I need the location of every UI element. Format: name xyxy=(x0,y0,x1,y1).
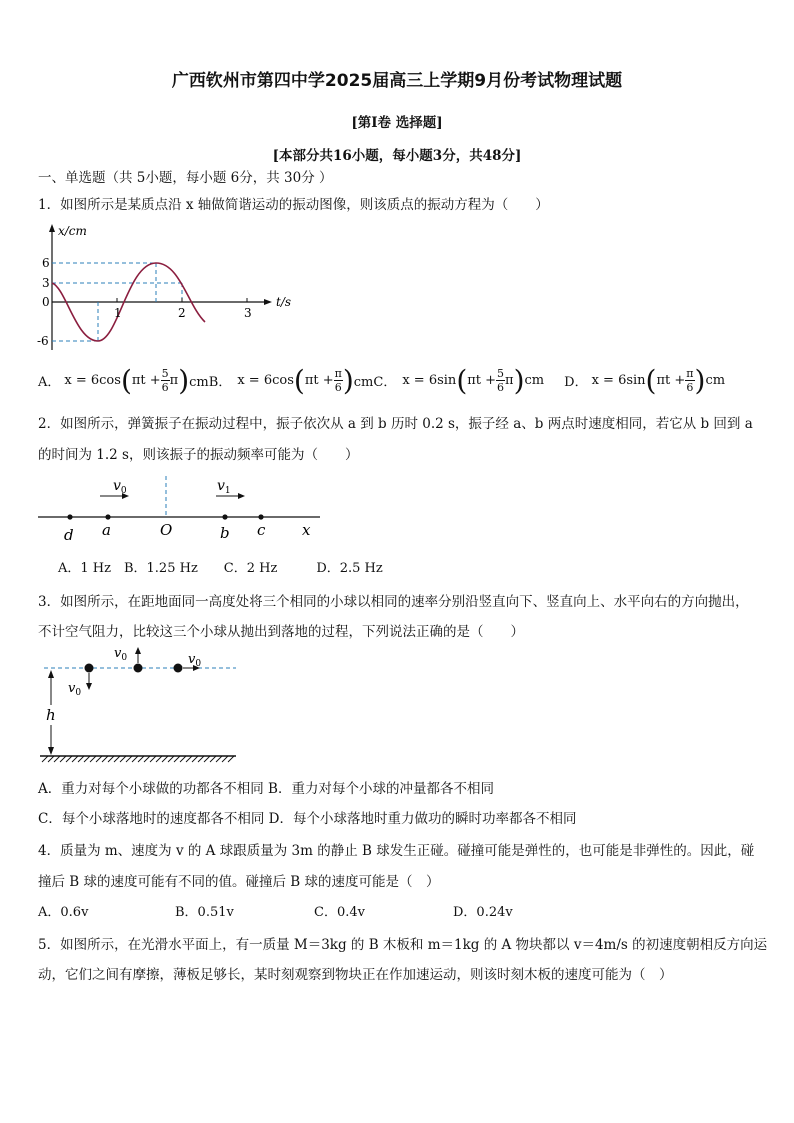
q1-oscillation-graph xyxy=(30,222,300,357)
label-v1: $v_1$ xyxy=(217,478,231,496)
x-tick-label-2: 2 xyxy=(178,306,186,320)
label-v0-right: $v_0$ xyxy=(188,652,202,669)
section-heading: 一、单选题（共 5小题，每小题 6分，共 30分 ） xyxy=(38,170,333,186)
q1-option-b-expr: x = 6cos xyxy=(237,373,294,388)
q3-projectile-figure xyxy=(30,640,250,770)
y-axis-label: x/cm xyxy=(58,224,87,238)
label-a: a xyxy=(102,521,111,539)
q4-option-a: A．0.6v xyxy=(38,905,89,920)
q4-line-1: 4．质量为 m、速度为 v 的 A 球跟质量为 3m 的静止 B 球发生正碰。碰撞可能是弹性的，也可能是非弹性的。因此，碰 xyxy=(38,843,755,859)
label-v0: $v_0$ xyxy=(113,478,127,496)
q1-options: A． x = 6cos ( πt + $\frac{5}{6}$ π ) cmB． x = 6cos ( πt + $\frac{\pi}{6}$ ) cmC． x = 6sin ( πt + $\frac{5}{6}$ π ) cm D． x = 6sin ( πt + $\frac{\pi}{6}$ ) cm xyxy=(38,364,726,397)
ball-thrown-horizontal xyxy=(174,664,183,673)
y-tick-label-0: 0 xyxy=(42,295,50,309)
x-tick-label-1: 1 xyxy=(114,306,122,320)
y-tick-label-6: 6 xyxy=(42,256,50,270)
x-tick-label-3: 3 xyxy=(244,306,252,320)
point-d xyxy=(67,514,72,519)
label-v0-down: $v_0$ xyxy=(68,681,82,698)
fraction-pi-6: $\frac{\pi}{6}$ xyxy=(334,367,342,394)
q2-line-1: 2．如图所示，弹簧振子在振动过程中，振子依次从 a 到 b 历时 0.2 s，振子经 a、b 两点时速度相同，若它从 b 回到 a xyxy=(38,416,753,432)
q2-spring-oscillator-figure xyxy=(30,472,330,546)
q3-line-2: 不计空气阻力，比较这三个小球从抛出到落地的过程，下列说法正确的是（ ） xyxy=(38,624,524,640)
label-v0-up: $v_0$ xyxy=(114,646,128,663)
ball-thrown-down xyxy=(85,664,94,673)
label-O: O xyxy=(160,521,173,539)
q3-line-1: 3．如图所示，在距地面同一高度处将三个相同的小球以相同的速率分别沿竖直向下、竖直向上、水平向右的方向抛出， xyxy=(38,594,749,610)
q1-option-a-tail: cmB． xyxy=(189,375,232,390)
ball-thrown-up xyxy=(134,664,143,673)
label-d: d xyxy=(64,526,74,544)
label-h: h xyxy=(46,706,56,724)
x-axis-label: t/s xyxy=(276,295,292,309)
fraction-pi-6: $\frac{\pi}{6}$ xyxy=(686,367,694,394)
label-b: b xyxy=(220,524,230,542)
q2-options: A．1 Hz B．1.25 Hz C．2 Hz D．2.5 Hz xyxy=(58,561,383,576)
label-c: c xyxy=(257,521,266,539)
y-tick-label-neg6: -6 xyxy=(37,334,49,348)
y-tick-label-3: 3 xyxy=(42,276,50,290)
q1-option-d-expr: x = 6sin xyxy=(591,373,646,388)
q1-option-b-tail: cmC． xyxy=(353,375,397,390)
x-axis-arrow xyxy=(264,299,272,305)
label-x: x xyxy=(302,521,311,539)
q3-options-ab: A．重力对每个小球做的功都各不相同 B．重力对每个小球的冲量都各不相同 xyxy=(38,781,494,797)
part-note: [本部分共16小题，每小题3分，共48分] xyxy=(272,148,522,164)
q4-option-d: D．0.24v xyxy=(453,905,513,920)
q4-line-2: 撞后 B 球的速度可能有不同的值。碰撞后 B 球的速度可能是（ ） xyxy=(38,874,440,890)
point-a xyxy=(105,514,110,519)
q5-line-1: 5．如图所示，在光滑水平面上，有一质量 M＝3kg 的 B 木板和 m＝1kg 的 A 物块都以 v＝4m/s 的初速度朝相反方向运 xyxy=(38,937,768,953)
q2-line-2: 的时间为 1.2 s，则该振子的振动频率可能为（ ） xyxy=(38,447,359,463)
exam-title: 广西钦州市第四中学2025届高三上学期9月份考试物理试题 xyxy=(171,71,623,91)
part-label: [第Ⅰ卷 选择题] xyxy=(351,115,443,131)
q1-option-d-tail: cm xyxy=(705,373,726,388)
q1-stem: 1．如图所示是某质点沿 x 轴做简谐运动的振动图像，则该质点的振动方程为（ ） xyxy=(38,197,549,213)
fraction-5-6: $\frac{5}{6}$ xyxy=(161,367,169,394)
fraction-5-6: $\frac{5}{6}$ xyxy=(497,367,505,394)
q5-line-2: 动，它们之间有摩擦，薄板足够长，某时刻观察到物块正在作加速运动，则该时刻木板的速度可能为（ ） xyxy=(38,967,673,983)
q1-option-c-expr: x = 6sin xyxy=(402,373,457,388)
q1-option-c-tail: cm xyxy=(524,373,545,388)
y-axis-arrow xyxy=(49,224,55,232)
q4-option-c: C．0.4v xyxy=(314,905,365,920)
q4-option-b: B．0.51v xyxy=(175,905,234,920)
q3-options-cd: C．每个小球落地时的速度都各不相同 D．每个小球落地时重力做功的瞬时功率都各不相同 xyxy=(38,811,577,827)
q1-option-a-expr: x = 6cos xyxy=(64,373,121,388)
ground-hatching xyxy=(42,756,234,762)
point-b xyxy=(222,514,227,519)
point-c xyxy=(258,514,263,519)
q1-option-a-prefix: A． xyxy=(38,375,61,390)
q1-option-d-prefix: D． xyxy=(564,375,588,390)
